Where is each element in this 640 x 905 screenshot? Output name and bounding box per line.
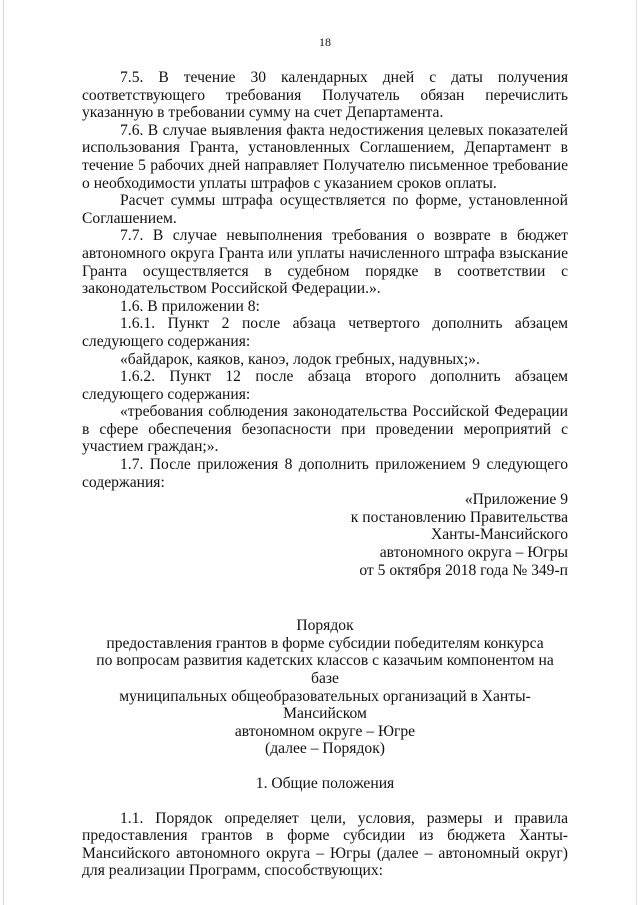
paragraph-1-6: 1.6. В приложении 8: xyxy=(120,297,260,315)
paragraph-quote-boats: «байдарок, каяков, каноэ, лодок гребных, надувных;». xyxy=(120,350,480,368)
title-line: предоставления грантов в форме субсидии победителям конкурса xyxy=(106,634,544,652)
paragraph-1-6-1: 1.6.1. Пункт 2 после абзаца четвертого дополнить абзацем следующего содержания: xyxy=(82,315,568,350)
page-number: 18 xyxy=(319,35,331,49)
appendix-line: автономного округа – Югры xyxy=(379,544,568,562)
paragraph-7-5: 7.5. В течение 30 календарных дней с даты получения соответствующего требования Получатель обязан перечислить указанную в требовании сумму на счет Департамента. xyxy=(82,69,568,122)
title-line: автономном округе – Югре xyxy=(234,722,416,740)
scan-edge-left xyxy=(3,0,4,905)
appendix-line: к постановлению Правительства xyxy=(350,508,568,526)
paragraph-quote-safety: «требования соблюдения законодательства Российской Федерации в сфере обеспечения безопасности при проведении мероприятий с участием граждан;». xyxy=(82,403,568,456)
title-line: Порядок xyxy=(296,617,354,635)
title-line: муниципальных общеобразовательных организаций в Ханты-Мансийском xyxy=(119,687,531,723)
paragraph-1-1: 1.1. Порядок определяет цели, условия, размеры и правила предоставления грантов в форме субсидии из бюджета Ханты-Мансийского автономного округа – Югры (далее – автономный округ) для реализации Программ, способствующих: xyxy=(82,809,568,880)
paragraph-7-6: 7.6. В случае выявления факта недостижения целевых показателей использования Гранта, установленных Соглашением, Департамент в течение 5 рабочих дней направляет Получателю письменное требование о необходимости уплаты штрафов с указанием сроков оплаты. xyxy=(82,121,568,192)
paragraph-1-7: 1.7. После приложения 8 дополнить приложением 9 следующего содержания: xyxy=(82,456,568,491)
amendment-text xyxy=(82,69,568,491)
scan-edge-right xyxy=(636,0,637,905)
paragraph-1-6-2: 1.6.2. Пункт 12 после абзаца второго дополнить абзацем следующего содержания: xyxy=(82,368,568,403)
title-line: по вопросам развития кадетских классов с казачьим компонентом на базе xyxy=(96,652,554,687)
document-title xyxy=(82,617,568,758)
paragraph-fine-calculation: Расчет суммы штрафа осуществляется по форме, установленной Соглашением. xyxy=(82,192,568,227)
appendix-reference xyxy=(82,491,568,579)
appendix-line: от 5 октября 2018 года № 349-п xyxy=(359,561,568,579)
appendix-line: Ханты-Мансийского xyxy=(430,526,568,544)
title-line: (далее – Порядок) xyxy=(265,740,385,758)
appendix-line: «Приложение 9 xyxy=(464,491,568,509)
section-heading: 1. Общие положения xyxy=(255,774,395,792)
paragraph-7-7: 7.7. В случае невыполнения требования о возврате в бюджет автономного округа Гранта или уплаты начисленного штрафа взыскание Гранта осуществляется в судебном порядке в соответствии с законодательством Российской Федерации.». xyxy=(82,227,568,298)
